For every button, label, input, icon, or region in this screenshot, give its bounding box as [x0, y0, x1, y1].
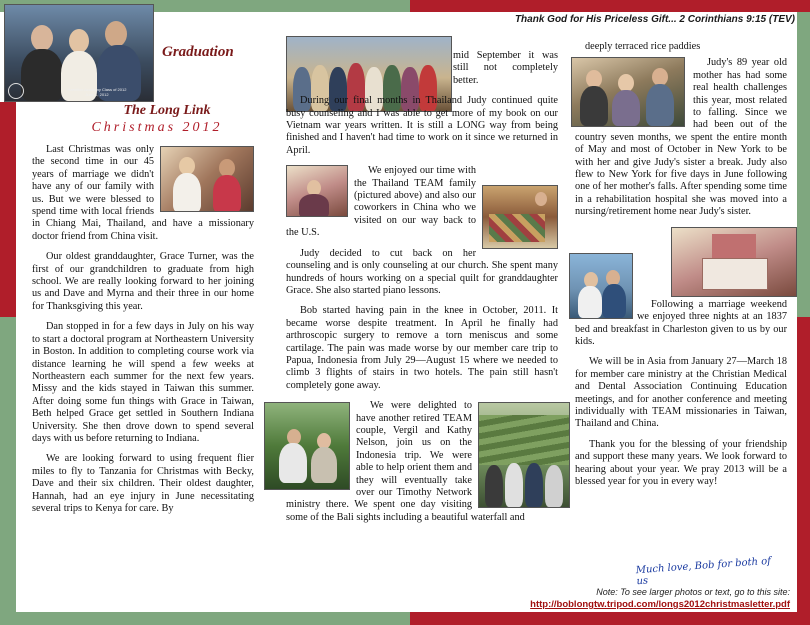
quilt-photo: [482, 185, 558, 249]
column-1: [32, 144, 254, 609]
graduation-photo: [4, 4, 154, 102]
col1-paragraph-4: We are looking forward to using frequent flier miles to fly to Tanzania for Christmas with Becky, Dave and their six children. Their oldest daughter, Hannah, had an eye injury in June necessitating several trips to Kenya for care. By: [32, 453, 254, 514]
bed-and-breakfast-photo: [671, 227, 797, 297]
left-green-band: [0, 317, 16, 625]
photo-caption-line2: June 1, 2012: [85, 92, 109, 97]
charleston-photo: [569, 253, 633, 319]
graduation-heading: Graduation: [162, 44, 234, 60]
rice-paddies-photo: [478, 402, 570, 508]
coworker-photo: [286, 165, 348, 217]
col1-paragraph-2: Our oldest granddaughter, Grace Turner, was the first of our grandchildren to graduate from high school. We are really looking forward to her joining us and Dave and Myrna and their three in our home for Thanksgiving this year.: [32, 251, 254, 312]
left-red-band: [0, 102, 16, 317]
col2-paragraph-4: Bob started having pain in the knee in October, 2011. It became worse despite treatment. In April he finally had arthroscopic surgery to remove a torn meniscus and some cartilage. The pain was made worse by our member care trip to Papua, Indonesia from July 29—August 15 where we needed to climb 3 flights of stairs in two hotels. The pain still hasn't completely gone away.: [286, 305, 558, 391]
letter-title: The Long Link: [123, 103, 211, 118]
right-green-band: [797, 12, 810, 317]
signature: Much love, Bob for both of us: [635, 555, 772, 588]
waterfall-photo: [264, 402, 350, 490]
footer-note: Note: To see larger photos or text, go to this site:: [596, 587, 790, 597]
col2-paragraph-2: We enjoyed our time with the Thailand TEAM family (pictured above) and also our coworkers in China who we visited on our way back to the U.S.: [286, 165, 476, 239]
photo-caption-line1: Hamilton Academy Class of 2012: [67, 87, 127, 92]
column-3: [575, 41, 787, 561]
top-right-red-band: [410, 0, 810, 12]
col3-paragraph-1: Judy's 89 year old mother has had some real health challenges this year, most related to falling. Since we had been out of the country seven months, we spent the entire month of May and most of October in New York to be with her and give Judy's sister a break. Judy also flew to New York for five days in June following one of her mother's falls. After spending some time in a rehabilitation hospital she was moved into a nursing/retirement home near Judy's sister.: [575, 57, 787, 218]
bottom-green-band: [0, 612, 410, 625]
letter-subtitle: Christmas 2012: [91, 120, 223, 135]
right-red-band: [797, 317, 810, 617]
col1-paragraph-3: Dan stopped in for a few days in July on his way to start a doctoral program at Northeastern University in Boston. In addition to completing course work via distance learning he will spend a few weeks at Northeastern each summer for the next few years. Missy and the kids stayed in Taiwan this summer. After doing some fun things with Grace in Taiwan, Beth helped Grace get settled in Southern Indiana University. She then drove down to spend several days with us before returning to Indiana.: [32, 321, 254, 444]
school-seal: [8, 83, 24, 99]
column-2: [286, 50, 558, 595]
col2-paragraph-1: During our final months in Thailand Judy continued quite busy counseling and I was able to get more of my book on our Vietnam war years written. It is still a LONG way from being finished and I haven't had time to work on it since we returned in April.: [286, 95, 558, 156]
header-verse: Thank God for His Priceless Gift... 2 Corinthians 9:15 (TEV): [514, 14, 795, 25]
col2-paragraph-5: We were delighted to have another retired TEAM couple, Vergil and Kathy Nelson, join us on the Indonesia trip. We were able to help orient them and they will eventually take over our Timothy Network ministry there. We spent one day visiting some of the Bali sights including a beautiful waterfall and: [286, 400, 525, 523]
judys-mother-photo: [571, 57, 685, 127]
col3-paragraph-4: Thank you for the blessing of your friendship and support these many years. We look forward to hearing about your year. We pray 2013 will be a blessed year for you in every way!: [575, 438, 787, 487]
bottom-red-band: [410, 612, 810, 625]
col1-paragraph-1: Last Christmas was only the second time in our 45 years of marriage we didn't have any of our family with us. But we were blessed to spend time with local friends in Chiang Mai, Thailand, and have a missionary doctor friend from China visit.: [32, 144, 254, 242]
friends-photo: [160, 146, 254, 212]
footer-url-link[interactable]: http://boblongtw.tripod.com/longs2012christmasletter.pdf: [530, 599, 790, 610]
col3-paragraph-0: deeply terraced rice paddies: [585, 41, 701, 52]
col2-paragraph-3: Judy decided to cut back on her counseling and is only counseling at our church. She spent many hundreds of hours working on a special quilt for granddaughter Grace. She also started piano lessons.: [286, 247, 558, 296]
col3-paragraph-3: We will be in Asia from January 27—March 18 for member care ministry at the Christian Medical and Dental Association Continuing Education meetings, and for another conference and meeting individually with TEAM missionaries in Taiwan, Thailand and China.: [575, 356, 787, 430]
col2-paragraph-0: mid September it was still not completely better.: [453, 50, 558, 86]
col3-paragraph-2: Following a marriage weekend we enjoyed three nights at an 1837 bed and breakfast in Charleston given to us by our kids.: [575, 298, 787, 347]
